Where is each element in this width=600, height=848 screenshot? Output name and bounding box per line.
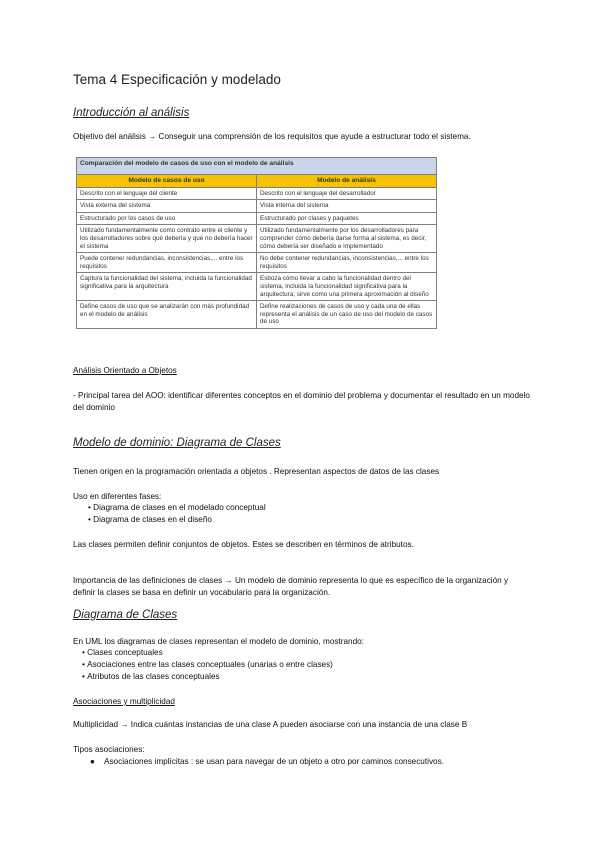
list-item: • Clases conceptuales — [82, 647, 333, 659]
table-row — [77, 301, 437, 329]
list-item: • Atributos de las clases conceptuales — [82, 671, 333, 683]
importance-text: Importancia de las definiciones de clases → Un modelo de dominio representa lo que es específico de la organización y definir la clases se basa en definir un vocabulario para la organización. — [73, 576, 509, 597]
table-cell: Utilizado fundamentalmente como contrato entre el cliente y los desarrolladores sobre qué debería y qué no debería hacer el sistema — [77, 225, 257, 253]
phases-label: Uso en diferentes fases: — [73, 492, 162, 501]
class-diagram-list — [82, 647, 333, 682]
implicit-assoc-text: Asociaciones implícitas : se usan para navegar de un objeto a otro por caminos consecutivos. — [104, 757, 444, 766]
table-row — [77, 212, 437, 225]
table-row — [77, 253, 437, 273]
table-row — [77, 200, 437, 213]
table-cell: Utilizado fundamentalmente por los desarrolladores para comprender cómo debería darse forma al sistema, es decir, cómo debería ser diseñado e implementado — [257, 225, 437, 253]
table-cell: Estructurado por los casos de uso — [77, 212, 257, 225]
intro-heading: Introducción al análisis — [73, 107, 190, 119]
table-cell: Vista externa del sistema — [77, 200, 257, 213]
list-item: • Asociaciones entre las clases conceptuales (unarias o entre clases) — [82, 659, 333, 671]
comparison-table — [76, 157, 437, 329]
table-caption-row — [77, 158, 437, 175]
table-header-analysis: Modelo de análisis — [257, 175, 437, 188]
table-cell: No debe contener redundancias, inconsistencias,... entre los requisitos — [257, 253, 437, 273]
table-cell: Descrito con el lenguaje del desarrollador — [257, 187, 437, 200]
table-caption: Comparación del modelo de casos de uso con el modelo de análisis — [77, 158, 437, 175]
table-row — [77, 273, 437, 301]
table-cell: Vista interna del sistema — [257, 200, 437, 213]
origin-text: Tienen origen en la programación orientada a objetos . Representan aspectos de datos de las clases — [73, 467, 440, 476]
class-diagram-heading: Diagrama de Clases — [73, 609, 178, 621]
table-cell: Descrito con el lenguaje del cliente — [77, 187, 257, 200]
table-header-use-case: Modelo de casos de uso — [77, 175, 257, 188]
page-title: Tema 4 Especificación y modelado — [73, 72, 281, 87]
table-cell: Estructurado por clases y paquetes — [257, 212, 437, 225]
implicit-assoc-item — [90, 756, 540, 768]
table-cell: Esboza cómo llevar a cabo la funcionalidad dentro del sistema, incluida la funcionalidad significativa para la arquitectura; sirve como una primera aproximación al diseño — [257, 273, 437, 301]
table-cell: Define realizaciones de casos de uso y cada una de ellas representa el análisis de un caso de uso del modelo de casos de uso — [257, 301, 437, 329]
objective-text: Objetivo del análisis → Conseguir una comprensión de los requisitos que ayude a estructurar todo el sistema. — [73, 132, 471, 141]
list-item: • Diagrama de clases en el diseño — [88, 514, 266, 526]
domain-model-heading: Modelo de dominio: Diagrama de Clases — [73, 437, 281, 449]
associations-heading: Asociaciones y multiplicidad — [73, 697, 175, 706]
table-header-row — [77, 175, 437, 188]
table-row — [77, 225, 437, 253]
table-row — [77, 187, 437, 200]
table-cell: Define casos de uso que se analizarán con más profundidad en el modelo de análisis — [77, 301, 257, 329]
table-cell: Puede contener redundancias, inconsistencias,... entre los requisitos — [77, 253, 257, 273]
multiplicity-text: Multiplicidad → Indica cuántas instancias de una clase A pueden asociarse con una instancia de una clase B — [73, 720, 468, 729]
class-diagram-intro: En UML los diagramas de clases representan el modelo de dominio, mostrando: — [73, 637, 364, 646]
list-item: • Diagrama de clases en el modelado conceptual — [88, 502, 266, 514]
classes-text: Las clases permiten definir conjuntos de objetos. Estes se describen en términos de atributos. — [73, 540, 414, 549]
aoo-heading: Análisis Orientado a Objetos — [73, 366, 177, 375]
types-label: Tipos asociaciones: — [73, 745, 145, 754]
bullet-icon: ● — [90, 757, 95, 766]
aoo-text: - Principal tarea del AOO: identificar diferentes conceptos en el dominio del problema y documentar el resultado en un modelo del dominio — [73, 391, 530, 412]
phases-list — [88, 502, 266, 526]
table-cell: Captura la funcionalidad del sistema, incluida la funcionalidad significativa para la arquitectura — [77, 273, 257, 301]
